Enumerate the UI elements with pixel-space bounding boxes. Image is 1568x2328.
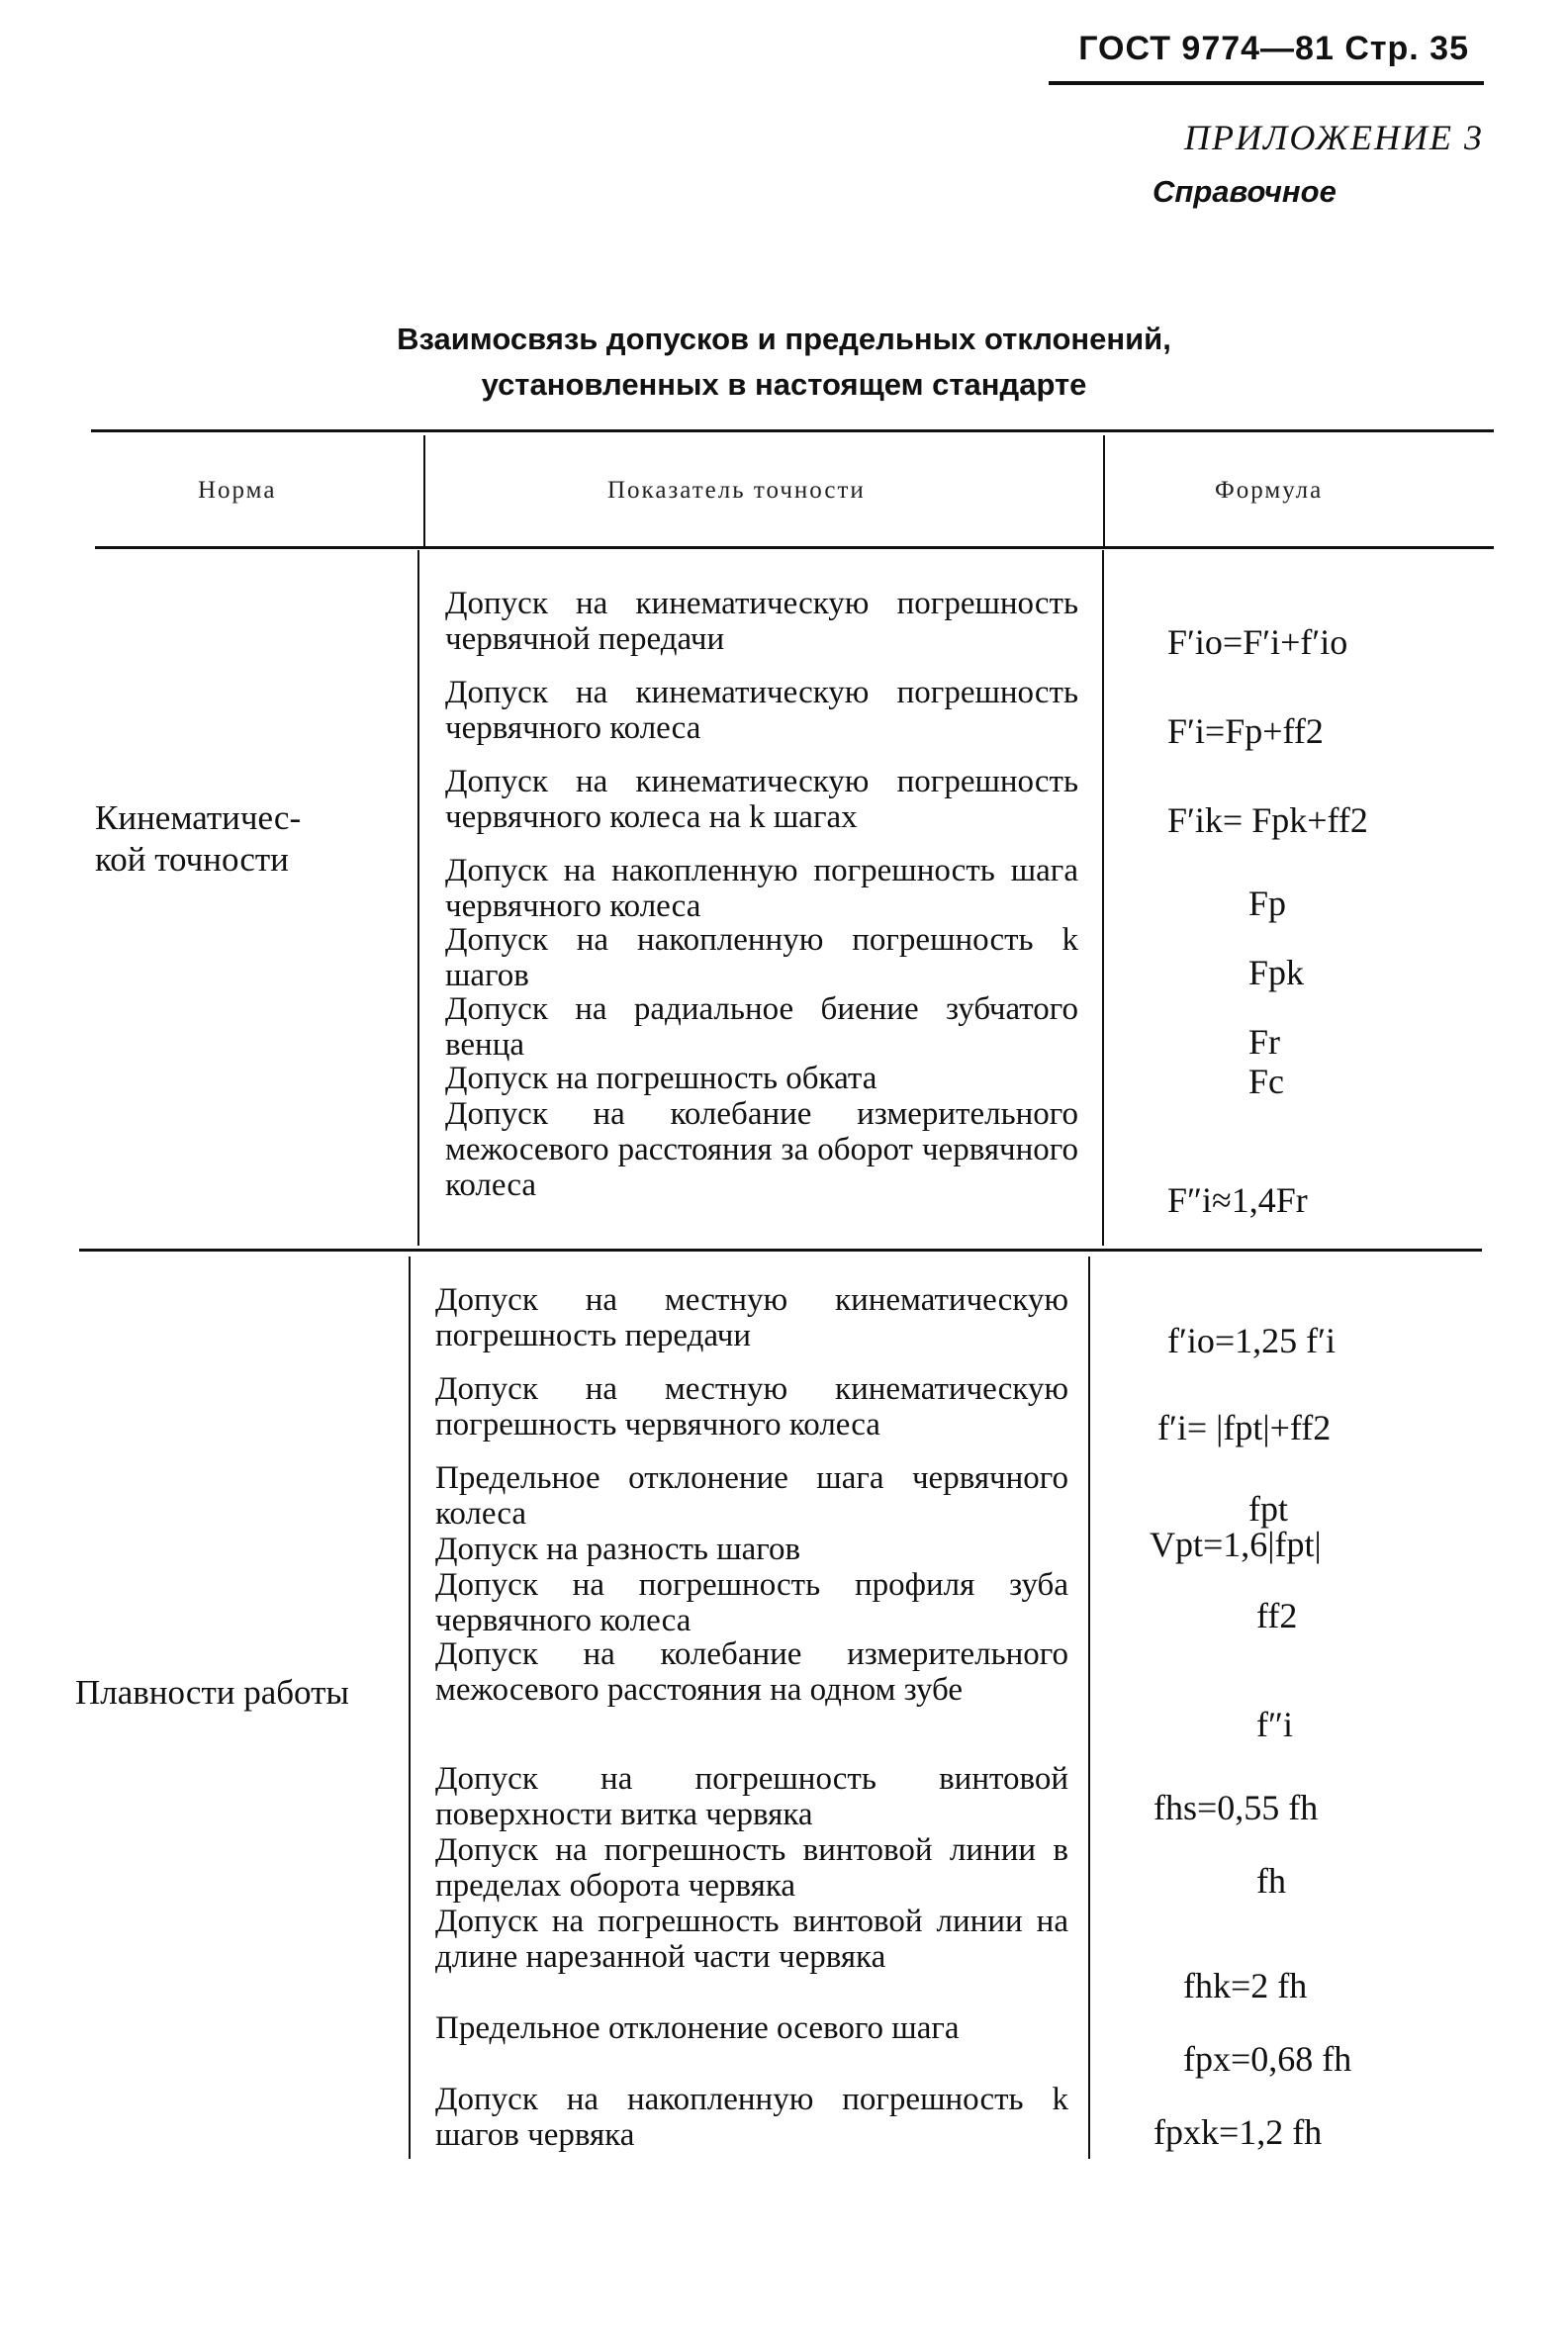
indicator-item: Допуск на погрешность профиля зуба червячного колеса: [435, 1567, 1068, 1638]
formula-kinematic-1: F′io=F′i+f′io: [1167, 622, 1348, 662]
indicator-item: Допуск на погрешность винтовой линии на длине нарезанной части червяка: [435, 1904, 1068, 1975]
norm-label-smoothness: Плавности работы: [75, 1673, 349, 1712]
formula-smoothness-6: f″i: [1256, 1705, 1293, 1744]
column-divider-2-header: [1103, 435, 1105, 546]
column-divider-2-section1: [1102, 550, 1104, 1246]
column-heading-indicator: Показатель точности: [607, 477, 866, 504]
norm-label-kinematic-line-2: кой точности: [95, 840, 289, 879]
table-header-rule: [95, 546, 1494, 549]
formula-smoothness-4: Vpt=1,6|fpt|: [1150, 1525, 1322, 1564]
formula-kinematic-3: F′ik= Fpk+ff2: [1167, 800, 1368, 840]
column-divider-1-section1: [417, 550, 419, 1246]
norm-label-kinematic: [95, 797, 301, 881]
column-divider-1-header: [423, 435, 425, 546]
indicator-item: Допуск на накопленную погрешность k шагов: [445, 922, 1078, 993]
formula-smoothness-10: fpx=0,68 fh: [1183, 2039, 1352, 2079]
table-title-line-2: установленных в настоящем стандарте: [481, 367, 1087, 402]
indicator-item: Допуск на погрешность обката: [445, 1061, 877, 1096]
column-heading-formula: Формула: [1215, 477, 1324, 504]
indicator-item: Допуск на погрешность винтовой поверхности витка червяка: [435, 1761, 1068, 1832]
page-header: ГОСТ 9774—81 Стр. 35: [1078, 30, 1469, 67]
indicator-item: Допуск на кинематическую погрешность червячной передачи: [445, 586, 1078, 657]
indicator-item: Допуск на кинематическую погрешность червячного колеса: [445, 675, 1078, 746]
section-divider-rule: [79, 1249, 1482, 1252]
indicator-item: Допуск на колебание измерительного межосевого расстояния за оборот червячного колеса: [445, 1096, 1078, 1203]
header-rule: [1049, 81, 1484, 85]
formula-smoothness-2: f′i= |fpt|+ff2: [1157, 1408, 1332, 1447]
norm-label-kinematic-line-1: Кинематичес-: [95, 798, 302, 837]
formula-kinematic-7: Fc: [1248, 1062, 1284, 1101]
formula-kinematic-6: Fr: [1248, 1022, 1281, 1062]
appendix-kind: Справочное: [1153, 174, 1337, 209]
indicator-item: Допуск на колебание измерительного межосевого расстояния на одном зубе: [435, 1636, 1068, 1708]
formula-kinematic-2: F′i=Fp+ff2: [1167, 711, 1324, 751]
table-top-rule: [91, 429, 1494, 432]
indicator-item: Допуск на местную кинематическую погрешность червячного колеса: [435, 1371, 1068, 1443]
formula-smoothness-8: fh: [1256, 1861, 1286, 1901]
table-title-line-1: Взаимосвязь допусков и предельных отклонений,: [397, 322, 1171, 356]
indicator-item: Допуск на разность шагов: [435, 1532, 801, 1567]
formula-kinematic-4: Fp: [1248, 884, 1287, 923]
formula-smoothness-7: fhs=0,55 fh: [1153, 1788, 1319, 1827]
indicator-item: Допуск на накопленную погрешность шага червячного колеса: [445, 853, 1078, 924]
indicator-item: Допуск на кинематическую погрешность червячного колеса на k шагах: [445, 764, 1078, 835]
table-title: [0, 317, 1568, 408]
column-divider-2-section2: [1088, 1257, 1090, 2159]
column-heading-norm: Норма: [198, 477, 277, 504]
formula-smoothness-9: fhk=2 fh: [1183, 1966, 1308, 2005]
indicator-item: Предельное отклонение осевого шага: [435, 2010, 960, 2046]
indicator-item: Предельное отклонение шага червячного колеса: [435, 1460, 1068, 1532]
indicator-item: Допуск на радиальное биение зубчатого венца: [445, 991, 1078, 1063]
column-divider-1-section2: [409, 1257, 411, 2159]
formula-smoothness-5: ff2: [1256, 1596, 1298, 1635]
formula-kinematic-5: Fpk: [1248, 953, 1305, 992]
indicator-item: Допуск на погрешность винтовой линии в пределах оборота червяка: [435, 1832, 1068, 1904]
formula-smoothness-1: f′io=1,25 f′i: [1167, 1321, 1337, 1360]
formula-smoothness-11: fpxk=1,2 fh: [1153, 2112, 1323, 2152]
formula-smoothness-3: fpt: [1248, 1489, 1288, 1529]
indicator-item: Допуск на накопленную погрешность k шагов червяка: [435, 2082, 1068, 2153]
appendix-label: ПРИЛОЖЕНИЕ 3: [1184, 118, 1484, 157]
formula-kinematic-8: F″i≈1,4Fr: [1167, 1180, 1308, 1220]
indicator-item: Допуск на местную кинематическую погрешность передачи: [435, 1282, 1068, 1353]
